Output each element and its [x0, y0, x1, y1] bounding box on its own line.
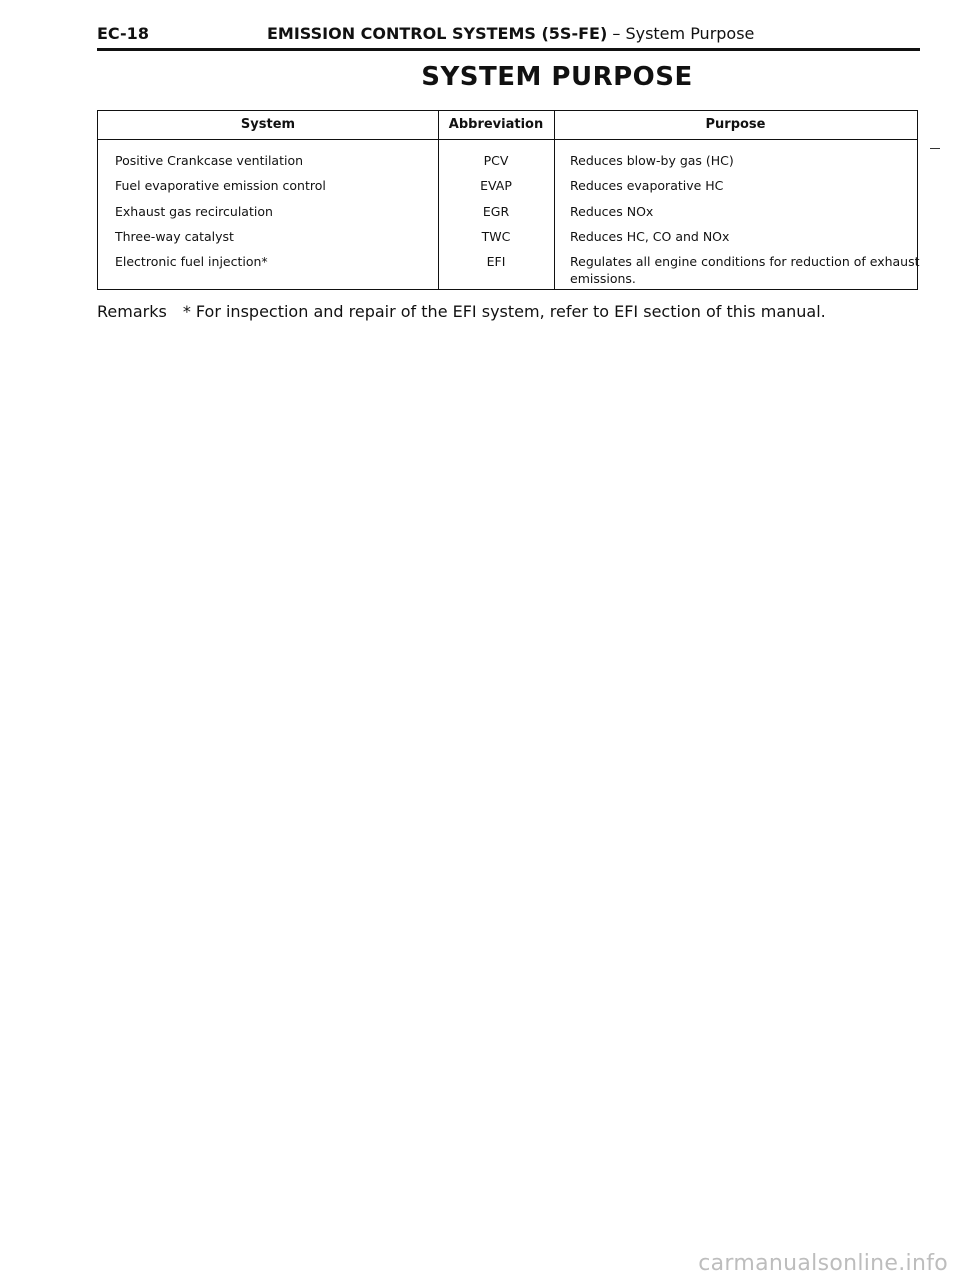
- table-cell-abbreviation: PCV: [483, 153, 509, 168]
- column-header-abbreviation: Abbreviation: [448, 117, 544, 132]
- header-rule: [97, 48, 920, 51]
- table-cell-purpose: Reduces evaporative HC: [570, 178, 724, 193]
- column-header-purpose: Purpose: [705, 117, 766, 132]
- page-title: SYSTEM PURPOSE: [421, 62, 693, 92]
- title-separator: –: [607, 24, 626, 43]
- table-cell-system: Fuel evaporative emission control: [115, 178, 326, 193]
- section-title: EMISSION CONTROL SYSTEMS (5S-FE): [267, 24, 608, 43]
- table-cell-system: Electronic fuel injection*: [115, 254, 268, 269]
- page-number: EC-18: [97, 24, 149, 43]
- table-cell-abbreviation: TWC: [481, 229, 511, 244]
- table-cell-abbreviation: EGR: [482, 204, 510, 219]
- column-divider: [438, 111, 439, 289]
- table-cell-system: Exhaust gas recirculation: [115, 204, 273, 219]
- table-cell-purpose: Reduces NOx: [570, 204, 654, 219]
- header-row-rule: [98, 139, 917, 140]
- watermark-text: carmanualsonline.info: [698, 1251, 948, 1276]
- table-cell-system: Three-way catalyst: [115, 229, 234, 244]
- column-divider: [554, 111, 555, 289]
- table-cell-abbreviation: EFI: [486, 254, 506, 269]
- table-cell-purpose: Regulates all engine conditions for reduction of exhaust emissions.: [570, 254, 920, 286]
- table-cell-purpose: Reduces blow-by gas (HC): [570, 153, 734, 168]
- table-cell-abbreviation: EVAP: [480, 178, 512, 193]
- table-cell-purpose: Reduces HC, CO and NOx: [570, 229, 730, 244]
- remarks-label: Remarks: [97, 302, 167, 321]
- table-cell-system: Positive Crankcase ventilation: [115, 153, 304, 168]
- remarks-note: [97, 302, 826, 321]
- page-header: [97, 22, 920, 48]
- column-header-system: System: [240, 117, 296, 132]
- subsection-title: System Purpose: [625, 24, 755, 43]
- margin-tick-mark: [930, 148, 940, 149]
- remarks-text: * For inspection and repair of the EFI system, refer to EFI section of this manual.: [182, 302, 826, 321]
- running-title: [267, 24, 754, 43]
- system-purpose-table: [97, 110, 918, 290]
